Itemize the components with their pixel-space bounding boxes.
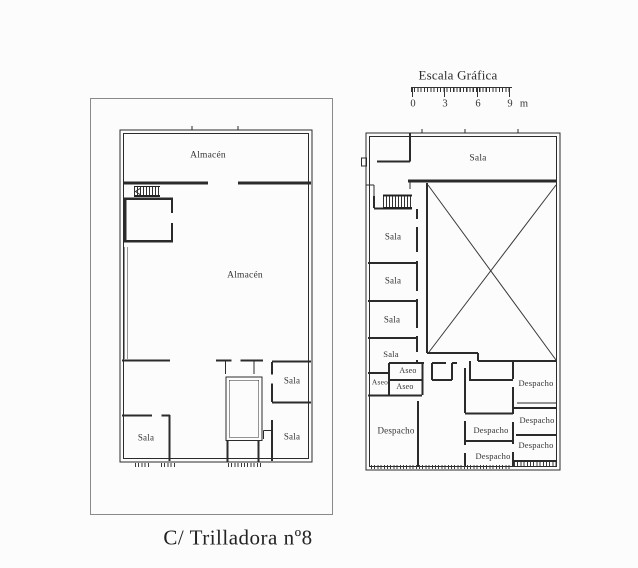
room-label-sala-4: Sala xyxy=(383,348,399,359)
room-label-despacho-right-3: Despacho xyxy=(518,439,554,450)
room-label-sala-1: Sala xyxy=(384,231,402,242)
room-label-despacho-right-2: Despacho xyxy=(519,414,555,425)
bottom-wall-hatch xyxy=(514,462,557,466)
scale-ruler-major-tick xyxy=(477,87,478,97)
scale-tick-label-0: 0 xyxy=(410,98,416,110)
room-label-aseo-left: Aseo xyxy=(371,377,389,387)
room-label-aseo-1: Aseo xyxy=(399,366,417,375)
floor-plan-left-walls xyxy=(91,99,333,515)
scale-tick-label-9: 9 xyxy=(507,98,513,110)
bottom-wall-hatch xyxy=(371,465,511,469)
room-label-sala-right-upper: Sala xyxy=(283,375,301,386)
scale-ruler-major-tick xyxy=(444,87,445,97)
drawing-title: C/ Trilladora nº8 xyxy=(163,525,313,550)
room-label-despacho-center-2: Despacho xyxy=(475,450,511,461)
room-label-almacen-main: Almacén xyxy=(227,270,263,281)
room-label-sala-2: Sala xyxy=(384,275,402,286)
threshold-hatch xyxy=(135,463,149,467)
scale-ruler-major-tick xyxy=(509,87,510,97)
room-label-almacen-top: Almacén xyxy=(190,150,226,161)
room-label-despacho-center-1: Despacho xyxy=(473,424,509,435)
scale-tick-label-6: 6 xyxy=(475,98,481,110)
scale-tick-label-3: 3 xyxy=(442,98,448,110)
threshold-hatch xyxy=(228,463,261,467)
room-label-despacho-big: Despacho xyxy=(377,425,415,436)
room-label-sala-right-lower: Sala xyxy=(283,431,301,442)
room-label-despacho-right-1: Despacho xyxy=(518,377,554,388)
threshold-hatch xyxy=(161,463,175,467)
room-label-sala-left: Sala xyxy=(137,432,155,443)
stairs-right-plan xyxy=(383,195,412,209)
stairs-left-plan xyxy=(134,186,160,197)
room-label-aseo-2: Aseo xyxy=(396,382,414,391)
scale-ruler-minor-ticks xyxy=(411,87,512,92)
room-label-sala-top: Sala xyxy=(469,153,487,164)
scale-ruler-major-tick xyxy=(412,87,413,97)
scale-unit-label: m xyxy=(519,98,529,110)
floor-plan-right-diagonals xyxy=(428,185,556,360)
room-label-sala-3: Sala xyxy=(383,314,401,325)
scale-title: Escala Gráfica xyxy=(418,67,498,83)
